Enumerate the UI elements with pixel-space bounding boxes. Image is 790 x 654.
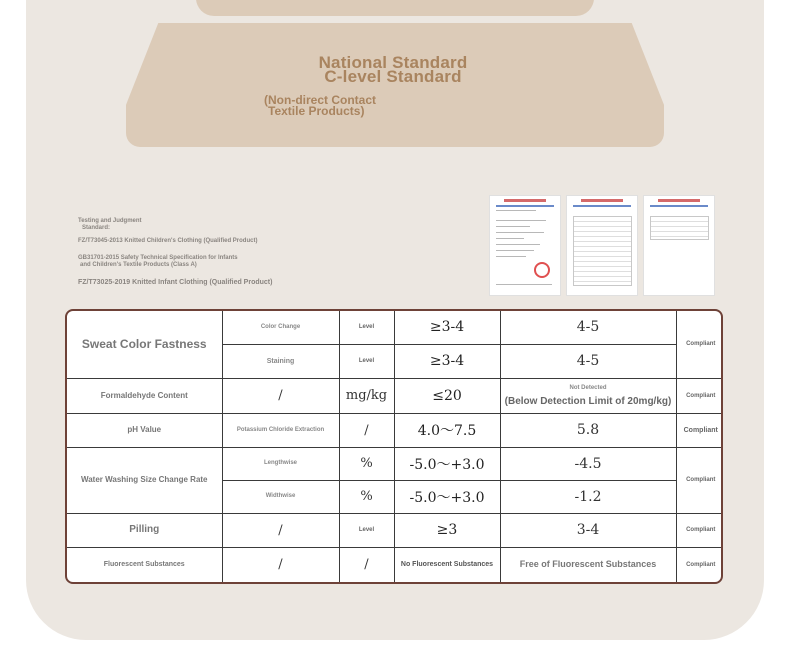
- table-row: [67, 447, 723, 480]
- standard-item-1: FZ/T73045-2013 Knitted Children's Clothing (Qualified Product): [78, 238, 258, 244]
- banner-subtitle-line2: Textile Products): [268, 104, 365, 118]
- banner-title: [280, 53, 506, 86]
- standard-cell: 4.0～7.5: [394, 413, 500, 447]
- table-row: [67, 378, 723, 413]
- result-text: (Below Detection Limit of 20mg/kg): [504, 396, 672, 407]
- item-cell: pH Value: [67, 413, 222, 447]
- table-row: [67, 513, 723, 547]
- sub-item-cell: /: [222, 513, 339, 547]
- banner-subtitle: [264, 95, 434, 117]
- result-label: Not Detected: [569, 385, 607, 391]
- judgment-cell: Compliant: [676, 547, 723, 582]
- seal-icon: [534, 262, 550, 278]
- sub-item-cell: Potassium Chloride Extraction: [222, 413, 339, 447]
- result-cell: [500, 378, 676, 413]
- judgment-cell: Compliant: [676, 413, 723, 447]
- table-row: [67, 413, 723, 447]
- unit-cell: %: [339, 447, 394, 480]
- result-cell: -4.5: [500, 447, 676, 480]
- result-cell: 4-5: [500, 344, 676, 378]
- result-cell: Free of Fluorescent Substances: [500, 547, 676, 582]
- item-cell: Formaldehyde Content: [67, 378, 222, 413]
- unit-cell: Level: [339, 311, 394, 344]
- testing-standards: [78, 218, 338, 296]
- standard-cell: ≤20: [394, 378, 500, 413]
- standard-item-3: FZ/T73025-2019 Knitted Infant Clothing (Qualified Product): [78, 279, 273, 286]
- judgment-cell: Compliant: [676, 378, 723, 413]
- standard-cell: No Fluorescent Substances: [394, 547, 500, 582]
- standards-heading: [78, 218, 338, 232]
- banner-title-line2: C-level Standard: [324, 67, 462, 86]
- test-report-image: [643, 195, 715, 296]
- unit-cell: %: [339, 480, 394, 513]
- standards-heading-line1: Testing and Judgment: [78, 218, 142, 224]
- unit-cell: /: [339, 547, 394, 582]
- standard-cell: -5.0～+3.0: [394, 447, 500, 480]
- sub-item-cell: /: [222, 378, 339, 413]
- result-cell: -1.2: [500, 480, 676, 513]
- standards-heading-line2: Standard:: [82, 225, 111, 231]
- standard-item-2: GB31701-2015 Safety Technical Specification for Infants: [78, 255, 238, 261]
- unit-cell: mg/kg: [339, 378, 394, 413]
- test-report-image: [566, 195, 638, 296]
- table-row: [67, 311, 723, 344]
- unit-cell: Level: [339, 513, 394, 547]
- result-cell: 3-4: [500, 513, 676, 547]
- standard-cell: ≥3: [394, 513, 500, 547]
- item-cell: Water Washing Size Change Rate: [67, 447, 222, 513]
- top-tab: [196, 0, 594, 16]
- standard-cell: -5.0～+3.0: [394, 480, 500, 513]
- standard-cell: ≥3-4: [394, 344, 500, 378]
- banner-title-line1: National Standard: [318, 53, 468, 72]
- item-cell: Fluorescent Substances: [67, 547, 222, 582]
- sub-item-cell: Widthwise: [222, 480, 339, 513]
- item-cell: Sweat Color Fastness: [67, 311, 222, 378]
- standard-cell: ≥3-4: [394, 311, 500, 344]
- unit-cell: /: [339, 413, 394, 447]
- sub-item-cell: Staining: [222, 344, 339, 378]
- sub-item-cell: /: [222, 547, 339, 582]
- banner-subtitle-line1: (Non-direct Contact: [264, 93, 376, 107]
- sub-item-cell: Color Change: [222, 311, 339, 344]
- judgment-cell: Compliant: [676, 311, 723, 378]
- table-row: [67, 547, 723, 582]
- test-report-image: [489, 195, 561, 296]
- standard-item-2b: and Children's Textile Products (Class A): [80, 262, 197, 268]
- item-cell: Pilling: [67, 513, 222, 547]
- judgment-cell: Compliant: [676, 513, 723, 547]
- result-cell: 4-5: [500, 311, 676, 344]
- result-cell: 5.8: [500, 413, 676, 447]
- unit-cell: Level: [339, 344, 394, 378]
- test-results-table: [65, 309, 723, 584]
- sub-item-cell: Lengthwise: [222, 447, 339, 480]
- judgment-cell: Compliant: [676, 447, 723, 513]
